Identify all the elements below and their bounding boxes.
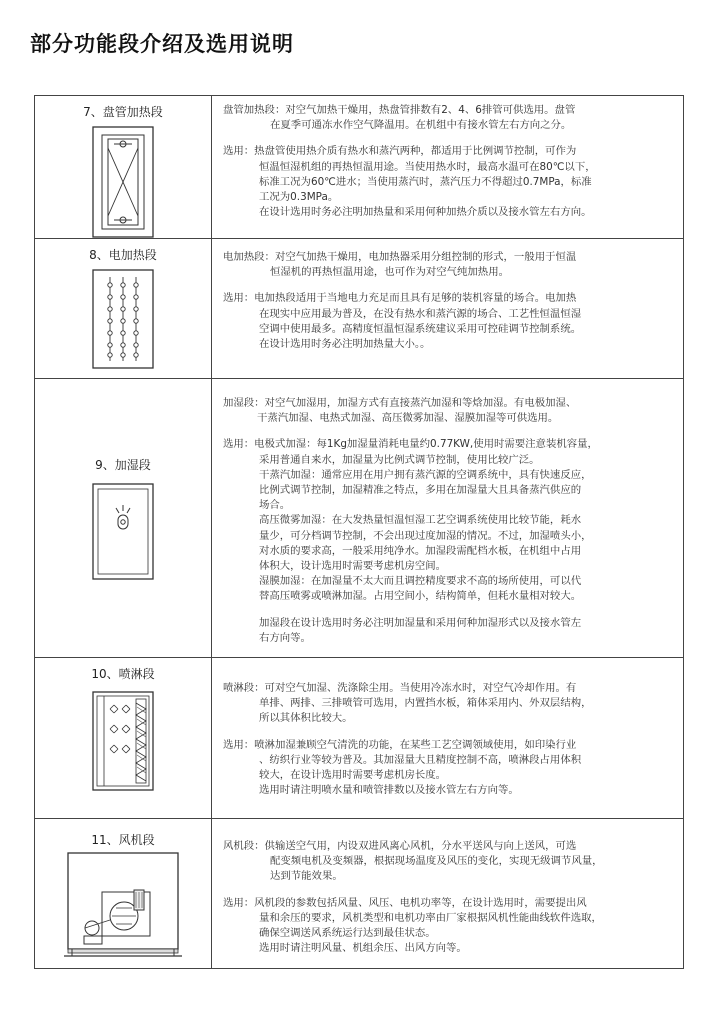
section-label-cell <box>35 379 212 658</box>
fan-section-diagram-icon <box>62 852 184 962</box>
description-line: 标准工况为60℃进水；当使用蒸汽时，蒸汽压力不得超过0.7MPa，标准 <box>259 175 592 188</box>
description-line: 所以其体积比较大。 <box>259 712 353 725</box>
description-line: 量和余压的要求，风机类型和电机功率由厂家根据风机性能曲线软件选取， <box>259 911 602 924</box>
description-line: 、纺织行业等较为普及。其加湿量大且精度控制不高，喷淋段占用体积 <box>259 753 582 766</box>
description-line: 加湿段在设计选用时务必注明加湿量和采用何种加湿形式以及接水管左 <box>259 616 582 629</box>
description-line: 体积大，设计选用时需要考虑机房空间。 <box>259 560 447 573</box>
section-row-coil-heating <box>35 96 684 239</box>
section-row-fan <box>35 819 684 969</box>
description-line: 恒温恒湿机组的再热恒温用途。当使用热水时，最高水温可在80℃以下， <box>259 160 596 173</box>
electric-heater-diagram-icon <box>92 269 154 369</box>
section-row-humidifying <box>35 379 684 658</box>
section-title: 9、加湿段 <box>95 458 151 472</box>
description-line: 替高压喷雾或喷淋加湿。占用空间小，结构简单，但耗水量相对较大。 <box>259 590 582 603</box>
description-line: 在设计选用时务必注明加热量大小。。 <box>259 338 431 351</box>
description-line: 盘管加热段：对空气加热干燥用，热盘管排数有2、4、6排管可供选用。盘管 <box>223 104 576 116</box>
description-line: 空调中使用最多。高精度恒温恒湿系统建议采用可控硅调节控制系统。 <box>259 322 582 335</box>
function-section-table <box>34 95 684 969</box>
section-description-cell <box>212 379 684 658</box>
section-label-cell <box>35 239 212 379</box>
description-line: 风机段：供输送空气用，内设双进风离心风机，分水平送风与向上送风，可选 <box>223 840 577 852</box>
description-line: 选用：喷淋加湿兼顾空气清洗的功能，在某些工艺空调领域使用，如印染行业 <box>223 738 577 751</box>
description-line: 选用：风机段的参数包括风量、风压、电机功率等，在设计选用时，需要提出风 <box>223 896 587 909</box>
description-line: 在夏季可通冻水作空气降温用。在机组中有接水管左右方向之分。 <box>270 119 572 132</box>
description-line: 确保空调送风系统运行达到最佳状态。 <box>259 927 436 940</box>
section-description-cell <box>212 239 684 379</box>
description-line: 对水质的要求高，一般采用纯净水。加湿段需配档水板，在机组中占用 <box>259 544 582 557</box>
description-line: 在现实中应用最为普及，在没有热水和蒸汽源的场合、工艺性恒温恒湿 <box>259 307 582 320</box>
description-line: 选用：电加热段适用于当地电力充足而且具有足够的装机容量的场合。电加热 <box>223 292 577 305</box>
section-label-cell <box>35 96 212 239</box>
description-line: 在设计选用时务必注明加热量和采用何种加热介质以及接水管左右方向。 <box>259 206 592 219</box>
description-line: 电加热段：对空气加热干燥用，电加热器采用分组控制的形式，一般用于恒温 <box>223 251 577 263</box>
section-description-cell <box>212 819 684 969</box>
description-line: 选用时请注明喷水量和喷管排数以及接水管左右方向等。 <box>259 784 519 797</box>
section-label-cell <box>35 819 212 969</box>
description-line: 加湿段：对空气加湿用，加湿方式有直接蒸汽加湿和等焓加湿。有电极加湿、 <box>223 397 577 409</box>
page-title: 部分功能段介绍及选用说明 <box>30 32 294 56</box>
section-title: 8、电加热段 <box>89 248 157 262</box>
description-line: 比例式调节控制，加湿精准之特点，多用在加湿量大且具备蒸汽供应的 <box>259 484 582 497</box>
description-line: 选用时请注明风量、机组余压、出风方向等。 <box>259 942 467 955</box>
section-title: 11、风机段 <box>91 833 155 847</box>
section-title: 10、喷淋段 <box>91 667 155 681</box>
description-line: 达到节能效果。 <box>270 870 343 883</box>
section-description-cell <box>212 96 684 239</box>
section-label-cell <box>35 658 212 819</box>
description-line: 选用：电极式加湿：每1Kg加湿量消耗电量约0.77KW,使用时需要注意装机容量， <box>223 438 598 451</box>
description-line: 湿膜加湿：在加湿量不太大而且调控精度要求不高的场所使用，可以代 <box>259 575 582 588</box>
description-line: 单排、两排、三排喷管可选用，内置挡水板，箱体采用内、外双层结构， <box>259 697 592 710</box>
description-line: 量少，可分档调节控制，不会出现过度加湿的情况。不过，加湿喷头小， <box>259 529 592 542</box>
description-line: 干蒸汽加湿、电热式加湿、高压微雾加湿、湿膜加湿等可供选用。 <box>257 412 559 425</box>
description-line: 工况为0.3MPa。 <box>259 191 339 204</box>
section-title: 7、盘管加热段 <box>83 105 163 119</box>
description-line: 干蒸汽加湿：通常应用在用户拥有蒸汽源的空调系统中，具有快速反应， <box>259 468 592 481</box>
description-line: 配变频电机及变频器，根据现场温度及风压的变化，实现无级调节风量， <box>270 855 603 868</box>
humidifier-diagram-icon <box>92 483 154 580</box>
section-row-electric-heating <box>35 239 684 379</box>
description-line: 右方向等。 <box>259 631 311 644</box>
description-line: 选用：热盘管使用热介质有热水和蒸汽两种，都适用于比例调节控制，可作为 <box>223 145 577 158</box>
description-line: 喷淋段：可对空气加湿、洗涤除尘用。当使用冷冻水时，对空气冷却作用。有 <box>223 682 577 694</box>
description-line: 较大，在设计选用时需要考虑机房长度。 <box>259 769 447 782</box>
section-row-spray <box>35 658 684 819</box>
coil-heating-diagram-icon <box>92 126 154 238</box>
description-line: 恒湿机的再热恒温用途，也可作为对空气纯加热用。 <box>270 266 509 279</box>
section-description-cell <box>212 658 684 819</box>
description-line: 场合。 <box>259 499 291 512</box>
description-line: 高压微雾加湿：在大发热量恒温恒湿工艺空调系统使用比较节能，耗水 <box>259 514 582 527</box>
spray-section-diagram-icon <box>92 691 154 791</box>
description-line: 采用普通自来水，加湿量为比例式调节控制，使用比较广泛。 <box>259 453 540 466</box>
